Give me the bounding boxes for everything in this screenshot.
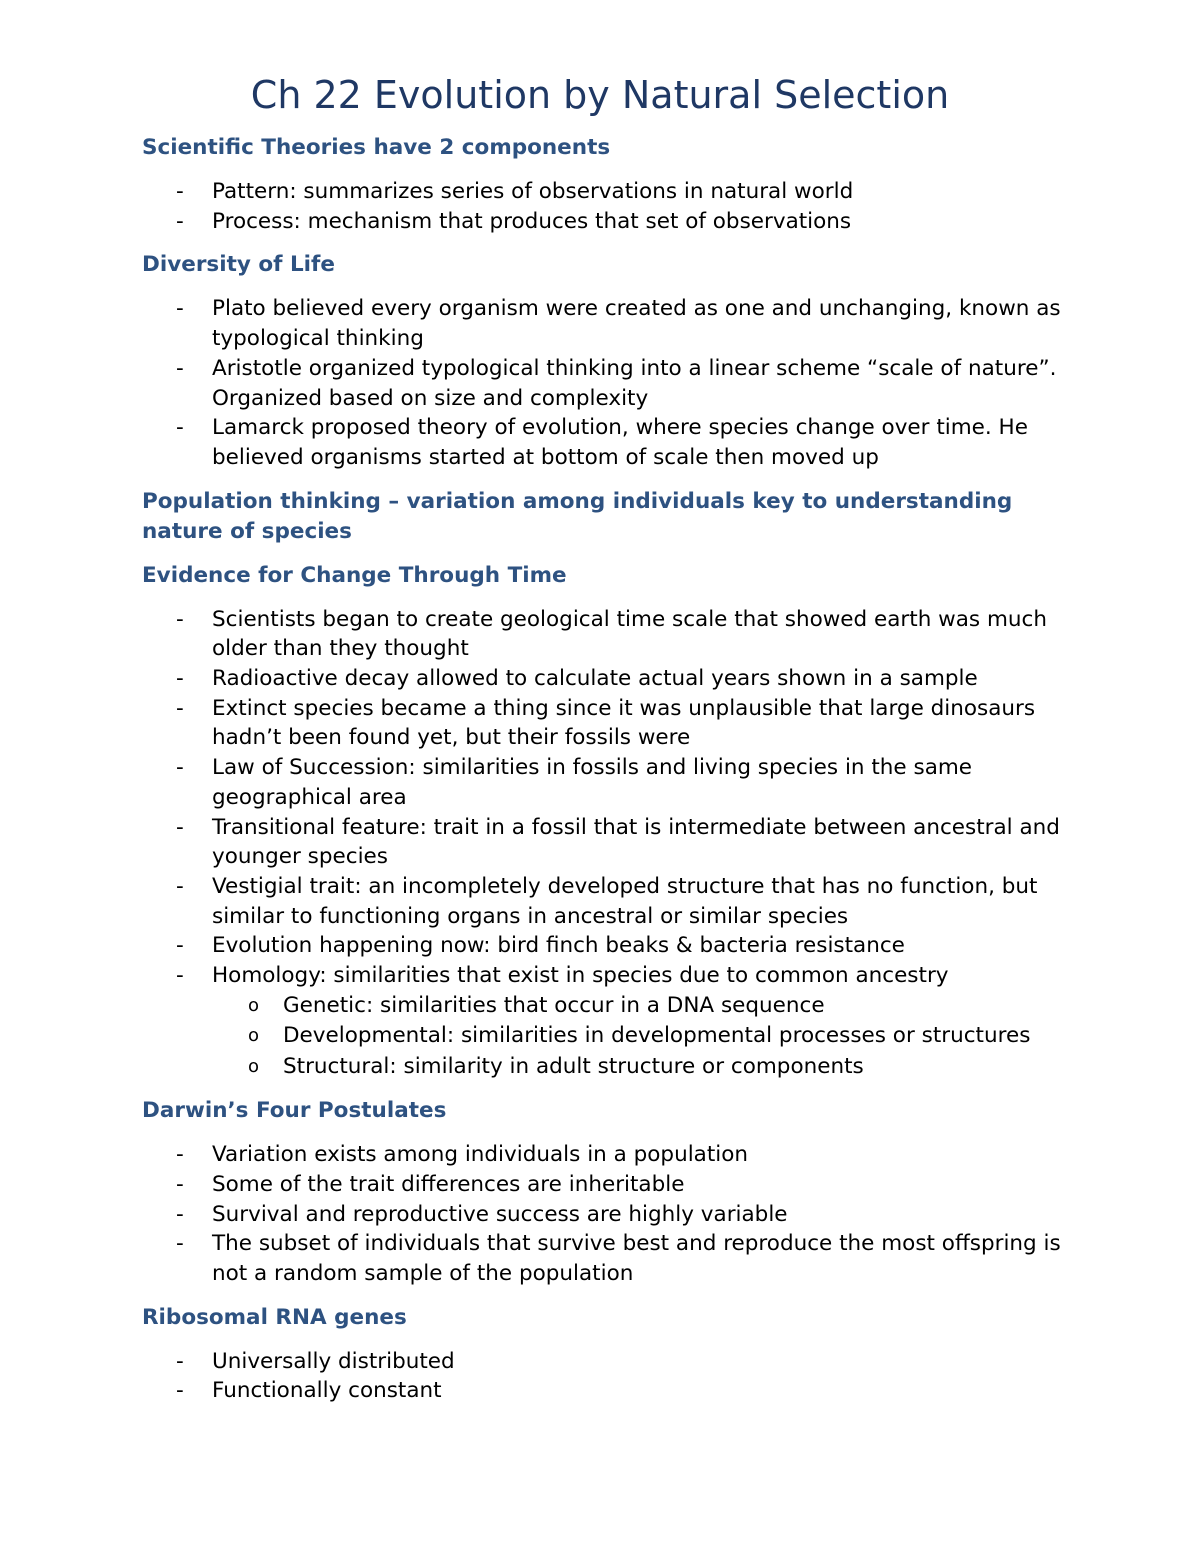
dash-bullet-icon: - [176,1171,184,1197]
list-item: - Extinct species became a thing since it was unplausible that large dinosaurs hadn’t been found yet, but their fossils were [176,695,1036,751]
list-item: - Aristotle organized typological thinking into a linear scheme “scale of nature”. Organized based on size and complexity [176,355,1057,411]
dash-bullet-icon: - [176,606,184,632]
section-heading-evidence-for-change: Evidence for Change Through Time [142,562,567,588]
dash-bullet-icon: - [176,695,184,721]
dash-bullet-icon: - [176,179,184,204]
circle-bullet-icon: o [248,1025,260,1047]
list-item: - Radioactive decay allowed to calculate actual years shown in a sample [142,664,1062,694]
dash-bullet-icon: - [176,666,184,692]
list-item: - Variation exists among individuals in a population [142,1140,1062,1170]
list-item: - Pattern: summarizes series of observations in natural world [142,177,1062,207]
list-evidence-for-change [142,605,1062,1083]
document-page [142,70,1062,1406]
dash-bullet-icon: - [176,873,184,899]
list-item: - Transitional feature: trait in a fossil that is intermediate between ancestral and younger species [176,814,1060,870]
list-item: - Vestigial trait: an incompletely developed structure that has no function, but similar to functioning organs in ancestral or similar species [176,873,1038,929]
list-diversity-of-life [142,294,1062,472]
list-item: - Plato believed every organism were created as one and unchanging, known as typological thinking [176,296,1061,352]
dash-bullet-icon: - [176,208,184,234]
sublist-item: o Structural: similarity in adult structure or components [212,1052,1062,1083]
dash-bullet-icon: - [176,1201,184,1227]
list-item: - Scientists began to create geological time scale that showed earth was much older than they thought [176,606,1047,662]
dash-bullet-icon: - [176,1231,184,1257]
section-heading-darwins-postulates: Darwin’s Four Postulates [142,1098,447,1124]
list-item: - Process: mechanism that produces that set of observations [142,207,1062,237]
dash-bullet-icon: - [176,1142,184,1168]
list-item: - The subset of individuals that survive best and reproduce the most offspring is not a random sample of the population [176,1231,1061,1287]
section-heading-ribosomal-rna: Ribosomal RNA genes [142,1304,407,1330]
list-item: - Lamarck proposed theory of evolution, where species change over time. He believed organisms started at bottom of scale then moved up [176,415,1028,470]
list-item: - Law of Succession: similarities in fossils and living species in the same geographical area [176,755,973,810]
section-heading-scientific-theories: Scientific Theories have 2 components [142,135,611,160]
document-title: Ch 22 Evolution by Natural Selection [250,73,950,117]
dash-bullet-icon: - [176,296,184,322]
list-item: - Functionally constant [142,1376,1062,1406]
dash-bullet-icon: - [176,1348,184,1374]
list-darwins-postulates [142,1140,1062,1289]
dash-bullet-icon: - [176,963,184,989]
dash-bullet-icon: - [176,415,184,441]
section-heading-population-thinking: Population thinking – variation among individuals key to understanding nature of species [142,488,1013,544]
dash-bullet-icon: - [176,755,184,781]
list-scientific-theories [142,177,1062,236]
list-item: - Some of the trait differences are inheritable [142,1170,1062,1200]
sublist-item: o Developmental: similarities in developmental processes or structures [212,1021,1062,1052]
list-item: - Universally distributed [142,1347,1062,1377]
list-ribosomal-rna [142,1347,1062,1406]
sublist-item: o Genetic: similarities that occur in a DNA sequence [212,991,1062,1022]
circle-bullet-icon: o [248,994,260,1016]
list-item: - Survival and reproductive success are highly variable [142,1200,1062,1230]
list-item: - Evolution happening now: bird finch beaks & bacteria resistance [142,931,1062,961]
circle-bullet-icon: o [248,1055,260,1077]
dash-bullet-icon: - [176,814,184,840]
dash-bullet-icon: - [176,355,184,381]
dash-bullet-icon: - [176,933,184,959]
list-item: - Homology: similarities that exist in species due to common ancestry o Genetic: similarities that occur in a DNA sequence o Developmental: similarities in developmental processes or structures o Structural: similarity in adult structure or components [142,961,1062,1082]
sublist-homology [212,991,1062,1083]
section-heading-diversity-of-life: Diversity of Life [142,252,335,278]
dash-bullet-icon: - [176,1378,184,1404]
